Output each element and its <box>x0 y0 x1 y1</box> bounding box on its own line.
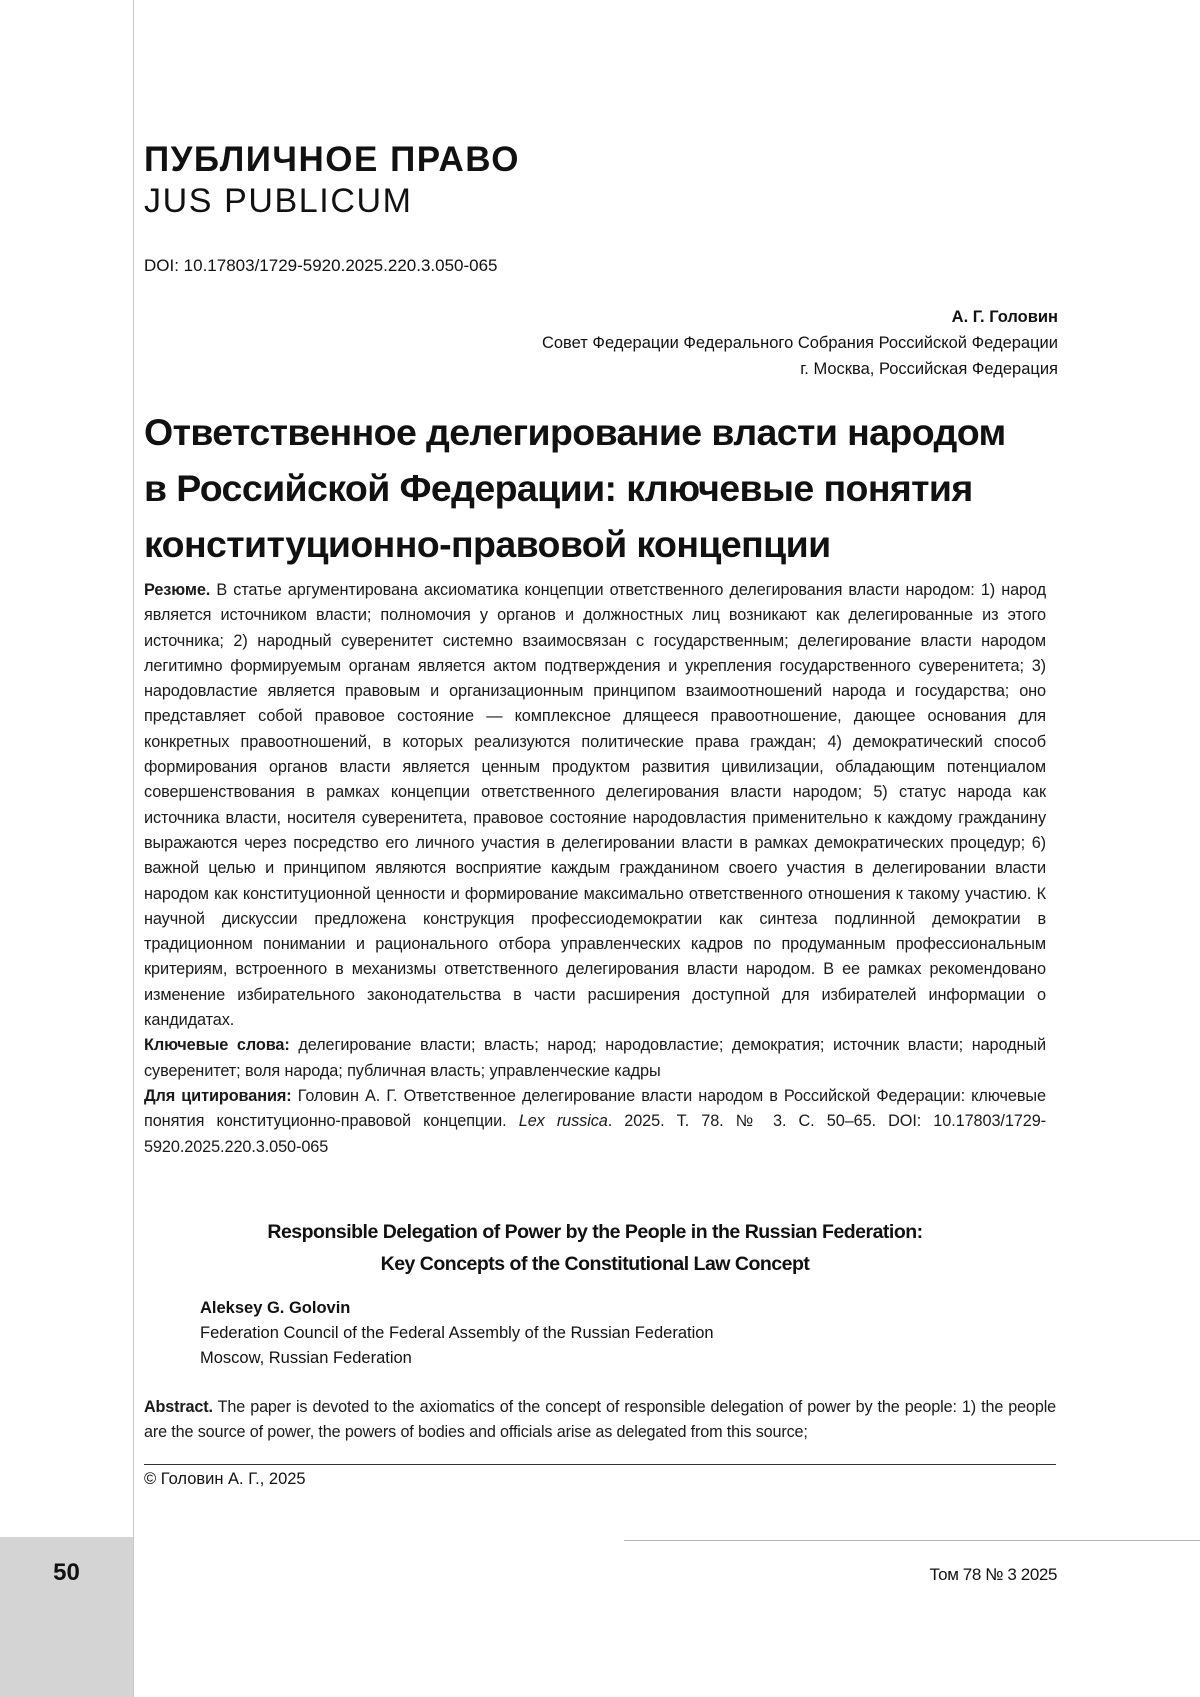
article-title-en <box>144 1216 1046 1280</box>
citation-journal: Lex russica <box>518 1112 608 1131</box>
citation-ru-text: Головин А. Г. Ответственное делегирование власти народом в Российской Федерации: ключевые понятия конституционно-правовой концепции. <box>144 1086 1046 1131</box>
abstract-en-text: The paper is devoted to the axiomatics of the concept of responsible delegation of power by the people: 1) the people are the source of power, the powers of bodies and officials arise as delegated from this source; <box>144 1398 1056 1441</box>
abstract-ru-section <box>144 578 1046 1160</box>
title-ru-line-3: конституционно-правовой концепции <box>144 523 831 565</box>
title-ru-line-1: Ответственное делегирование власти народом <box>144 411 1006 453</box>
author-affiliation-ru: Совет Федерации Федерального Собрания Российской Федерации <box>541 334 1058 352</box>
keywords-ru-label: Ключевые слова: <box>144 1036 290 1055</box>
abstract-en <box>144 1395 1056 1445</box>
section-title-latin: JUS PUBLICUM <box>144 182 413 220</box>
author-name-ru: А. Г. Головин <box>951 308 1058 326</box>
author-location-en: Moscow, Russian Federation <box>200 1349 412 1367</box>
section-title-ru: ПУБЛИЧНОЕ ПРАВО <box>144 140 520 179</box>
journal-issue: Том 78 № 3 2025 <box>929 1565 1057 1584</box>
author-name-en: Aleksey G. Golovin <box>200 1299 351 1317</box>
author-location-ru: г. Москва, Российская Федерация <box>800 360 1058 378</box>
abstract-ru <box>144 578 1046 1033</box>
page-number: 50 <box>53 1559 80 1586</box>
article-title-ru <box>144 404 1064 572</box>
keywords-ru <box>144 1033 1046 1084</box>
left-margin-band <box>0 0 134 1697</box>
article-doi: DOI: 10.17803/1729-5920.2025.220.3.050-065 <box>144 256 498 275</box>
author-block-ru <box>542 304 1058 382</box>
citation-ru <box>144 1084 1046 1160</box>
author-block-en <box>200 1296 714 1371</box>
copyright-note: © Головин А. Г., 2025 <box>144 1470 306 1488</box>
abstract-ru-text: В статье аргументирована аксиоматика концепции ответственного делегирования власти народом: 1) народ является источником власти; полномочия у органов и должностных лиц возникают как делегированные из этого источника; 2) народный суверенитет системно взаимосвязан с государственным; делегирование власти народом легитимно формируемым органам является актом подтверждения и укрепления государственного суверенитета; 3) народовластие является правовым и организационным принципом взаимоотношений народа и государства; оно представляет собой правовое состояние — комплексное длящееся правоотношение, дающее основания для конкретных правоотношений, в которых реализуются политические права граждан; 4) демократический способ формирования органов власти является ценным продуктом развития цивилизации, обладающим потенциалом совершенствования в рамках концепции ответственного делегирования власти народом; 5) статус народа как источника власти, носителя суверенитета, правовое состояние народовластия применительно к каждому гражданину выражаются через посредство его личного участия в делегировании власти в рамках демократических процедур; 6) важной целью и принципом являются восприятие каждым гражданином своего участия в делегировании власти народом как конституционной ценности и формирование максимально ответственного отношения к такому участию. К научной дискуссии предложена конструкция профессиодемократии как синтеза подлинной демократии в традиционном понимании и рационального отбора управленческих кадров по продуманным профессиональным критериям, встроенного в механизмы ответственного делегирования власти народом. В ее рамках рекомендовано изменение избирательного законодательства в части расширения доступной для избирателей информации о кандидатах. <box>144 581 1046 1030</box>
abstract-ru-label: Резюме. <box>144 581 211 599</box>
title-en-line-1: Responsible Delegation of Power by the People in the Russian Federation: <box>267 1221 923 1243</box>
citation-ru-tail: . 2025. Т. 78. № 3. С. 50–65. DOI: 10.17803/1729-5920.2025.220.3.050-065 <box>144 1112 1046 1156</box>
abstract-en-label: Abstract. <box>144 1398 213 1416</box>
footer-divider <box>624 1540 1200 1541</box>
keywords-ru-text: делегирование власти; власть; народ; народовластие; демократия; источник власти; народный суверенитет; воля народа; публичная власть; управленческие кадры <box>144 1036 1046 1080</box>
author-affiliation-en: Federation Council of the Federal Assembly of the Russian Federation <box>200 1324 714 1342</box>
citation-ru-label: Для цитирования: <box>144 1086 292 1105</box>
title-en-line-2: Key Concepts of the Constitutional Law Concept <box>380 1253 810 1275</box>
footnote-divider <box>144 1464 1056 1465</box>
title-ru-line-2: в Российской Федерации: ключевые понятия <box>144 467 973 509</box>
